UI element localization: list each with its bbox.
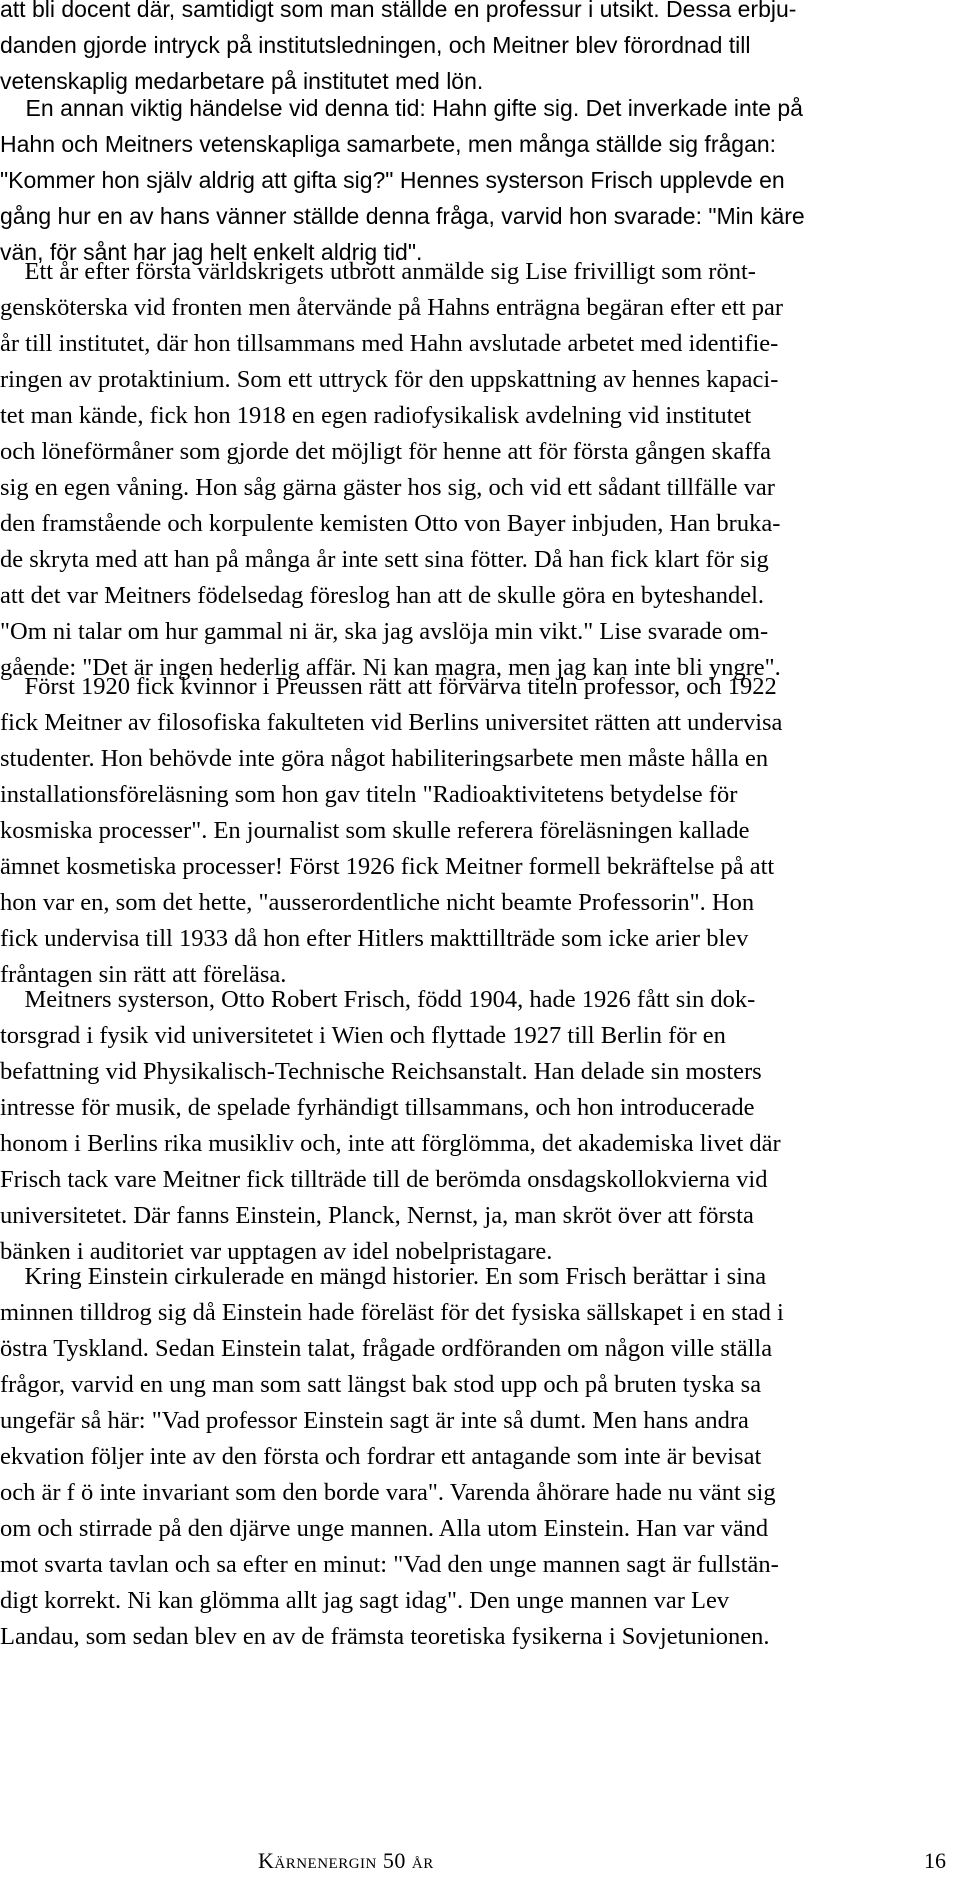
text-line: om och stirrade på den djärve unge mannen. Alla utom Einstein. Han var vänd	[0, 1515, 769, 1542]
text-line: Landau, som sedan blev en av de främsta teoretiska fysikerna i Sovjetunionen.	[0, 1623, 770, 1650]
text-line: gensköterska vid fronten men återvände på Hahns enträgna begäran efter ett par	[0, 294, 783, 321]
page-footer	[0, 1848, 948, 1878]
paragraph-5	[0, 982, 948, 1270]
text-line: Hahn och Meitners vetenskapliga samarbete, men många ställde sig frågan:	[0, 131, 777, 157]
text-line: ämnet kosmetiska processer! Först 1926 fick Meitner formell bekräftelse på att	[0, 853, 775, 880]
text-line: befattning vid Physikalisch-Technische Reichsanstalt. Han delade sin mosters	[0, 1058, 762, 1085]
text-line: Först 1920 fick kvinnor i Preussen rätt att förvärva titeln professor, och 1922	[0, 673, 777, 700]
text-line: mot svarta tavlan och sa efter en minut: "Vad den unge mannen sagt är fullstän-	[0, 1551, 779, 1578]
text-line: fick undervisa till 1933 då hon efter Hitlers makttillträde som icke arier blev	[0, 925, 749, 952]
text-line: tet man kände, fick hon 1918 en egen radiofysikalisk avdelning vid institutet	[0, 402, 752, 429]
text-line: digt korrekt. Ni kan glömma allt jag sagt idag". Den unge mannen var Lev	[0, 1587, 730, 1614]
text-line: ringen av protaktinium. Som ett uttryck för den uppskattning av hennes kapaci-	[0, 366, 779, 393]
text-line: vetenskaplig medarbetare på institutet med lön.	[0, 68, 484, 94]
text-line: intresse för musik, de spelade fyrhändigt tillsammans, och hon introducerade	[0, 1094, 755, 1121]
text-line: Meitners systerson, Otto Robert Frisch, född 1904, hade 1926 fått sin dok-	[0, 986, 756, 1013]
text-line: bänken i auditoriet var upptagen av idel nobelpristagare.	[0, 1238, 553, 1265]
text-line: östra Tyskland. Sedan Einstein talat, frågade ordföranden om någon ville ställa	[0, 1335, 773, 1362]
text-line: ekvation följer inte av den första och fordrar ett antagande som inte är bevisat	[0, 1443, 762, 1470]
running-footer-title: Kärnenergin 50 år	[258, 1848, 434, 1873]
text-line: den framstående och korpulente kemisten Otto von Bayer inbjuden, Han bruka-	[0, 510, 781, 537]
text-line: honom i Berlins rika musikliv och, inte att förglömma, det akademiska livet där	[0, 1130, 781, 1157]
paragraph-4	[0, 669, 948, 993]
text-line: Kring Einstein cirkulerade en mängd historier. En som Frisch berättar i sina	[0, 1263, 767, 1290]
text-line: minnen tilldrog sig då Einstein hade föreläst för det fysiska sällskapet i en stad i	[0, 1299, 784, 1326]
text-line: En annan viktig händelse vid denna tid: Hahn gifte sig. Det inverkade inte på	[0, 95, 803, 121]
paragraph-2	[0, 90, 948, 270]
text-line: och är f ö inte invariant som den borde vara". Varenda åhörare hade nu vänt sig	[0, 1479, 776, 1506]
text-line: installationsföreläsning som hon gav titeln "Radioaktivitetens betydelse för	[0, 781, 738, 808]
text-line: att bli docent där, samtidigt som man ställde en professur i utsikt. Dessa erbju-	[0, 0, 797, 22]
text-line: "Kommer hon själv aldrig att gifta sig?" Hennes systerson Frisch upplevde en	[0, 167, 785, 193]
text-line: gång hur en av hans vänner ställde denna fråga, varvid hon svarade: "Min käre	[0, 203, 805, 229]
text-line: sig en egen våning. Hon såg gärna gäster hos sig, och vid ett sådant tillfälle var	[0, 474, 775, 501]
text-line: gående: "Det är ingen hederlig affär. Ni kan magra, men jag kan inte bli yngre".	[0, 654, 781, 681]
text-line: ungefär så här: "Vad professor Einstein sagt är inte så dumt. Men hans andra	[0, 1407, 749, 1434]
text-line: torsgrad i fysik vid universitetet i Wien och flyttade 1927 till Berlin för en	[0, 1022, 726, 1049]
page-number: 16	[924, 1848, 946, 1873]
text-line: "Om ni talar om hur gammal ni är, ska jag avslöja min vikt." Lise svarade om-	[0, 618, 769, 645]
text-line: vän, för sånt har jag helt enkelt aldrig tid".	[0, 239, 423, 265]
paragraph-3	[0, 254, 948, 686]
text-line: fråntagen sin rätt att föreläsa.	[0, 961, 287, 988]
text-line: frågor, varvid en ung man som satt längst bak stod upp och på bruten tyska sa	[0, 1371, 762, 1398]
paragraph-1	[0, 0, 948, 99]
paragraph-6	[0, 1259, 948, 1655]
text-line: fick Meitner av filosofiska fakulteten vid Berlins universitet rätten att undervisa	[0, 709, 783, 736]
text-line: studenter. Hon behövde inte göra något habiliteringsarbete men måste hålla en	[0, 745, 769, 772]
text-line: år till institutet, där hon tillsammans med Hahn avslutade arbetet med identifie-	[0, 330, 779, 357]
text-line: Ett år efter första världskrigets utbrott anmälde sig Lise frivilligt som rönt-	[0, 258, 756, 285]
text-line: kosmiska processer". En journalist som skulle referera föreläsningen kallade	[0, 817, 750, 844]
text-line: de skryta med att han på många år inte sett sina fötter. Då han fick klart för sig	[0, 546, 769, 573]
text-line: att det var Meitners födelsedag föreslog han att de skulle göra en byteshandel.	[0, 582, 765, 609]
text-line: hon var en, som det hette, "ausserordentliche nicht beamte Professorin". Hon	[0, 889, 755, 916]
text-line: universitetet. Där fanns Einstein, Planck, Nernst, ja, man skröt över att första	[0, 1202, 754, 1229]
text-line: danden gjorde intryck på institutsledningen, och Meitner blev förordnad till	[0, 32, 751, 58]
text-line: och löneförmåner som gjorde det möjligt för henne att för första gången skaffa	[0, 438, 772, 465]
text-line: Frisch tack vare Meitner fick tillträde till de berömda onsdagskollokvierna vid	[0, 1166, 768, 1193]
